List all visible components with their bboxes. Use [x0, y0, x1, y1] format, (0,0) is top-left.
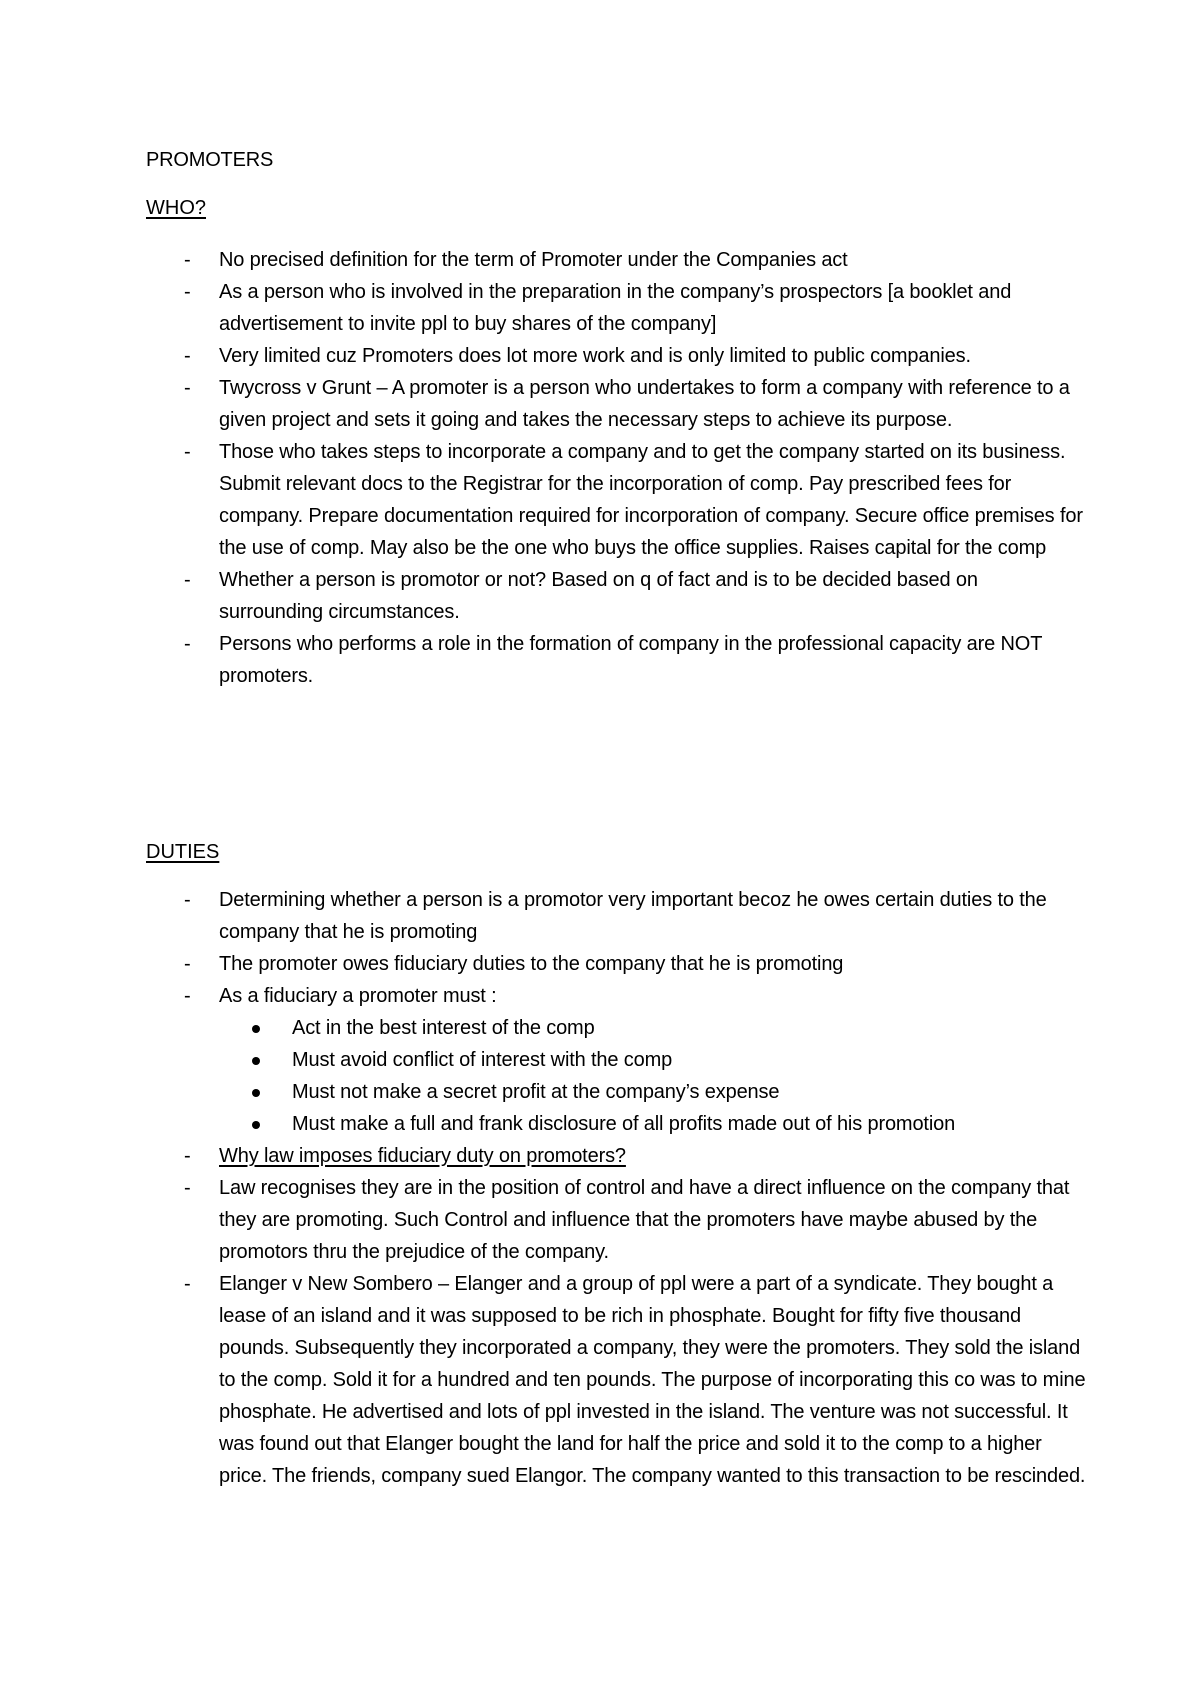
dash-bullet-icon: -	[184, 249, 191, 271]
list-item	[146, 980, 1086, 1140]
list-item	[146, 628, 1086, 692]
dash-bullet-icon: -	[184, 1145, 191, 1167]
list-item-text: As a fiduciary a promoter must :	[219, 985, 497, 1007]
list-item-text: Why law imposes fiduciary duty on promoters?	[219, 1145, 626, 1167]
list-item	[146, 276, 1086, 340]
fiduciary-duties-sublist	[219, 1012, 1086, 1140]
sub-list-item	[219, 1108, 1086, 1140]
dash-bullet-icon: -	[184, 569, 191, 591]
list-item-text: Very limited cuz Promoters does lot more work and is only limited to public companies.	[219, 345, 971, 367]
list-item	[146, 372, 1086, 436]
dash-bullet-icon: -	[184, 1273, 191, 1295]
dash-bullet-icon: -	[184, 985, 191, 1007]
round-bullet-icon	[252, 1025, 260, 1033]
round-bullet-icon	[252, 1057, 260, 1065]
list-item	[146, 1268, 1086, 1492]
sub-list-item	[219, 1012, 1086, 1044]
list-item	[146, 948, 1086, 980]
sub-list-item	[219, 1076, 1086, 1108]
dash-bullet-icon: -	[184, 1177, 191, 1199]
list-item	[146, 884, 1086, 948]
dash-bullet-icon: -	[184, 889, 191, 911]
sub-list-item-text: Act in the best interest of the comp	[292, 1017, 595, 1039]
dash-bullet-icon: -	[184, 345, 191, 367]
sub-list-item	[219, 1044, 1086, 1076]
list-item	[146, 1140, 1086, 1172]
dash-bullet-icon: -	[184, 953, 191, 975]
dash-bullet-icon: -	[184, 377, 191, 399]
sub-list-item-text: Must not make a secret profit at the company’s expense	[292, 1081, 780, 1103]
section-heading-who: WHO?	[146, 197, 206, 219]
round-bullet-icon	[252, 1089, 260, 1097]
dash-bullet-icon: -	[184, 281, 191, 303]
list-item-text: No precised definition for the term of Promoter under the Companies act	[219, 249, 848, 271]
list-item	[146, 436, 1086, 564]
sub-list-item-text: Must make a full and frank disclosure of all profits made out of his promotion	[292, 1113, 956, 1135]
list-item-text: As a person who is involved in the preparation in the company’s prospectors [a booklet and advertisement to invite ppl to buy shares of the company]	[219, 281, 1012, 335]
list-item-text: Elanger v New Sombero – Elanger and a group of ppl were a part of a syndicate. They bought a lease of an island and it was supposed to be rich in phosphate. Bought for fifty five thousand pounds. Subsequently they incorporated a company, they were the promoters. They sold the island to the comp. Sold it for a hundred and ten pounds. The purpose of incorporating this co was to mine phosphate. He advertised and lots of ppl invested in the island. The venture was not successful. It was found out that Elanger bought the land for half the price and sold it to the comp to a higher price. The friends, company sued Elangor. The company wanted to this transaction to be rescinded.	[219, 1273, 1086, 1487]
list-item-text: Whether a person is promotor or not? Based on q of fact and is to be decided based on surrounding circumstances.	[219, 569, 978, 623]
list-item-text: Those who takes steps to incorporate a company and to get the company started on its business. Submit relevant docs to the Registrar for the incorporation of comp. Pay prescribed fees for company. Prepare documentation required for incorporation of company. Secure office premises for the use of comp. May also be the one who buys the office supplies. Raises capital for the comp	[219, 441, 1083, 559]
list-item-text: Twycross v Grunt – A promoter is a person who undertakes to form a company with reference to a given project and sets it going and takes the necessary steps to achieve its purpose.	[219, 377, 1070, 431]
round-bullet-icon	[252, 1121, 260, 1129]
list-item	[146, 564, 1086, 628]
dash-bullet-icon: -	[184, 441, 191, 463]
duties-list	[146, 884, 1086, 1492]
list-item-text: Persons who performs a role in the formation of company in the professional capacity are NOT promoters.	[219, 633, 1042, 687]
dash-bullet-icon: -	[184, 633, 191, 655]
list-item-text: The promoter owes fiduciary duties to the company that he is promoting	[219, 953, 844, 975]
list-item	[146, 244, 1086, 276]
document-title: PROMOTERS	[146, 149, 274, 171]
list-item	[146, 1172, 1086, 1268]
who-list	[146, 244, 1086, 692]
list-item-text: Law recognises they are in the position of control and have a direct influence on the company that they are promoting. Such Control and influence that the promoters have maybe abused by the promotors thru the prejudice of the company.	[219, 1177, 1070, 1263]
section-heading-duties: DUTIES	[146, 841, 220, 863]
list-item	[146, 340, 1086, 372]
list-item-text: Determining whether a person is a promotor very important becoz he owes certain duties to the company that he is promoting	[219, 889, 1047, 943]
sub-list-item-text: Must avoid conflict of interest with the comp	[292, 1049, 673, 1071]
